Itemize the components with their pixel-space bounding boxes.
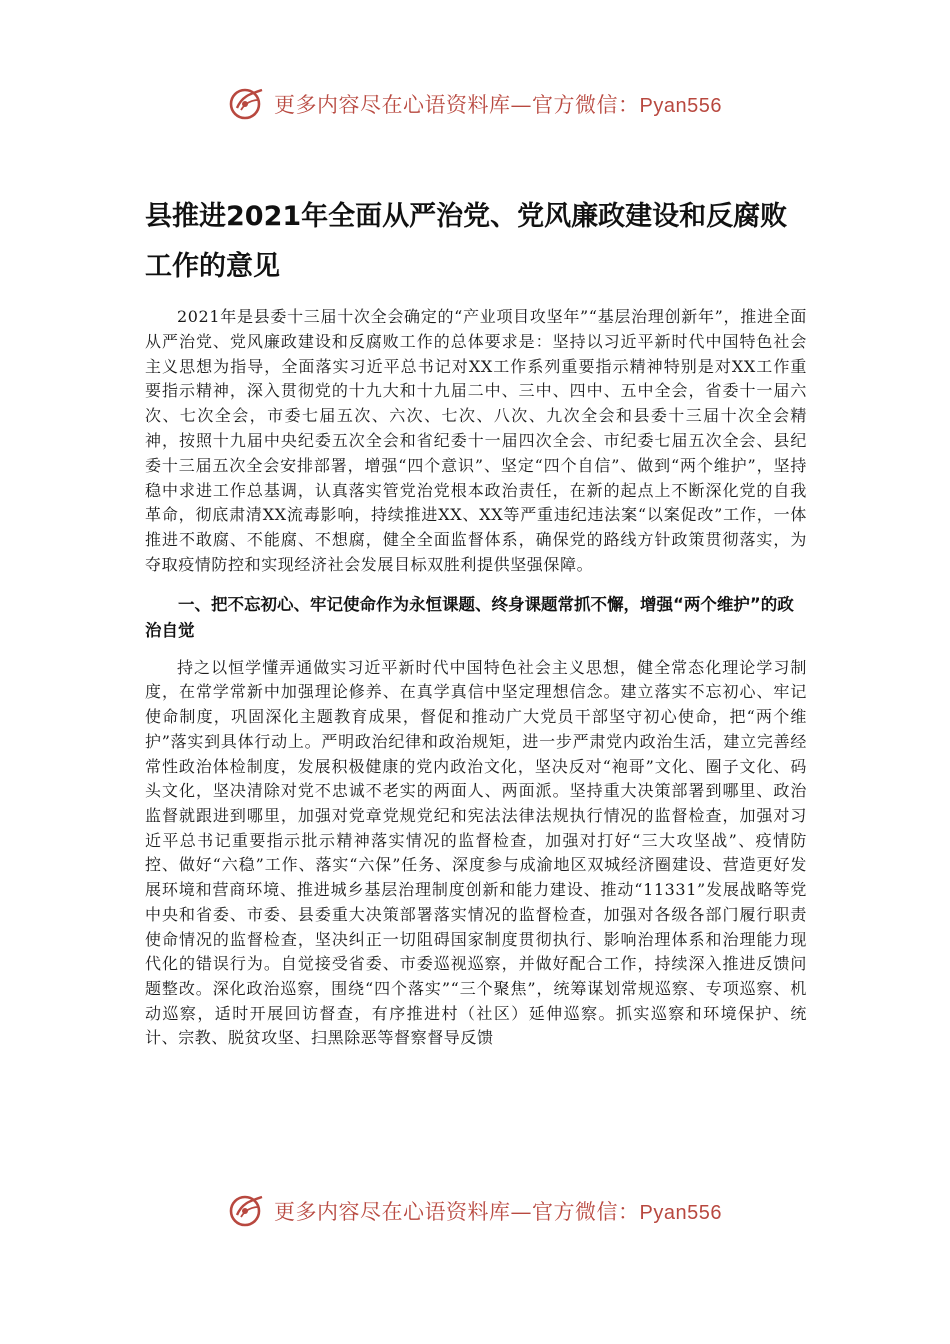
banner-label: 更多内容尽在心语资料库—官方微信： xyxy=(274,1200,640,1224)
banner-wechat-id: Pyan556 xyxy=(639,95,722,117)
document-title: 县推进2021年全面从严治党、党风廉政建设和反腐败工作的意见 xyxy=(145,201,788,282)
document-body xyxy=(145,305,807,1051)
banner-label: 更多内容尽在心语资料库—官方微信： xyxy=(274,93,640,117)
footer-banner xyxy=(0,1189,950,1233)
banner-wechat-id: Pyan556 xyxy=(639,1202,722,1224)
section-1-heading: 一、把不忘初心、牢记使命作为永恒课题、终身课题常抓不懈，增强“两个维护”的政治自觉 xyxy=(145,594,794,640)
banner-text xyxy=(274,1196,722,1226)
intro-paragraph: 2021年是县委十三届十次全会确定的“产业项目攻坚年”“基层治理创新年”，推进全面从严治党、党风廉政建设和反腐败工作的总体要求是：坚持以习近平新时代中国特色社会主义思想为指导，全面落实习近平总书记对XX工作系列重要指示精神特别是对XX工作重要指示精神，深入贯彻党的十九大和十九届二中、三中、四中、五中全会，省委十一届六次、七次全会，市委七届五次、六次、七次、八次、九次全会和县委十三届十次全会精神，按照十九届中央纪委五次全会和省纪委十一届四次全会、市纪委七届五次全会、县纪委十三届五次全会安排部署，增强“四个意识”、坚定“四个自信”、做到“两个维护”，坚持稳中求进工作总基调，认真落实管党治党根本政治责任，在新的起点上不断深化党的自我革命，彻底肃清XX流毒影响，持续推进XX、XX等严重违纪违法案“以案促改”工作，一体推进不敢腐、不能腐、不想腐，健全全面监督体系，确保党的路线方针政策贯彻落实，为夺取疫情防控和实现经济社会发展目标双胜利提供坚强保障。 xyxy=(145,307,807,574)
logo-icon xyxy=(228,1193,268,1229)
header-banner xyxy=(0,82,950,126)
logo-icon xyxy=(228,86,268,122)
banner-text xyxy=(274,89,722,119)
section-1-paragraph: 持之以恒学懂弄通做实习近平新时代中国特色社会主义思想，健全常态化理论学习制度，在常学常新中加强理论修养、在真学真信中坚定理想信念。建立落实不忘初心、牢记使命制度，巩固深化主题教育成果，督促和推动广大党员干部坚守初心使命，把“两个维护”落实到具体行动上。严明政治纪律和政治规矩，进一步严肃党内政治生活，建立完善经常性政治体检制度，发展积极健康的党内政治文化，坚决反对“袍哥”文化、圈子文化、码头文化，坚决清除对党不忠诚不老实的两面人、两面派。坚持重大决策部署到哪里、政治监督就跟进到哪里，加强对党章党规党纪和宪法法律法规执行情况的监督检查，加强对习近平总书记重要指示批示精神落实情况的监督检查，加强对打好“三大攻坚战”、疫情防控、做好“六稳”工作、落实“六保”任务、深度参与成渝地区双城经济圈建设、营造更好发展环境和营商环境、推进城乡基层治理制度创新和能力建设、推动“11331”发展战略等党中央和省委、市委、县委重大决策部署落实情况的监督检查，加强对各级各部门履行职责使命情况的监督检查，坚决纠正一切阻碍国家制度贯彻执行、影响治理体系和治理能力现代化的错误行为。自觉接受省委、市委巡视巡察，并做好配合工作，持续深入推进反馈问题整改。深化政治巡察，围绕“四个落实”“三个聚焦”，统筹谋划常规巡察、专项巡察、机动巡察，适时开展回访督查，有序推进村（社区）延伸巡察。抓实巡察和环境保护、统计、宗教、脱贫攻坚、扫黑除恶等督察督导反馈 xyxy=(145,657,807,1048)
